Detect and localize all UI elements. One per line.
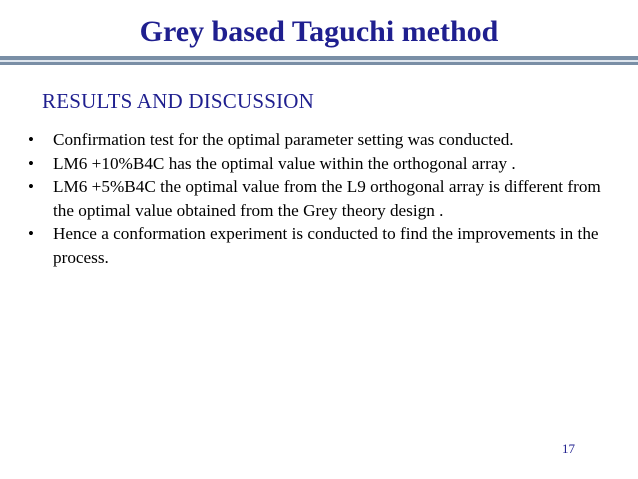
bullet-icon: •: [28, 130, 34, 149]
bullet-icon: •: [28, 153, 34, 173]
slide-title: Grey based Taguchi method: [139, 15, 499, 48]
bullet-text: Hence a conformation experiment is conducted to find the improvements in the process.: [53, 224, 599, 267]
page-number: 17: [562, 441, 575, 456]
bullet-item: [28, 128, 618, 152]
bullet-list: [28, 128, 618, 269]
bullet-text: LM6 +10%B4C has the optimal value within the orthogonal array .: [53, 153, 516, 173]
section-heading: RESULTS AND DISCUSSION: [42, 89, 315, 113]
bullet-item: [28, 175, 618, 222]
bullet-icon: •: [28, 224, 34, 243]
bullet-item: [28, 222, 618, 269]
bullet-text: Confirmation test for the optimal parameter setting was conducted.: [53, 130, 514, 149]
title-divider-bottom: [0, 62, 638, 65]
bullet-icon: •: [28, 177, 34, 196]
bullet-text: LM6 +5%B4C the optimal value from the L9 orthogonal array is different from the optimal value obtained from the Grey theory design .: [53, 177, 601, 220]
bullet-item: [28, 152, 618, 176]
